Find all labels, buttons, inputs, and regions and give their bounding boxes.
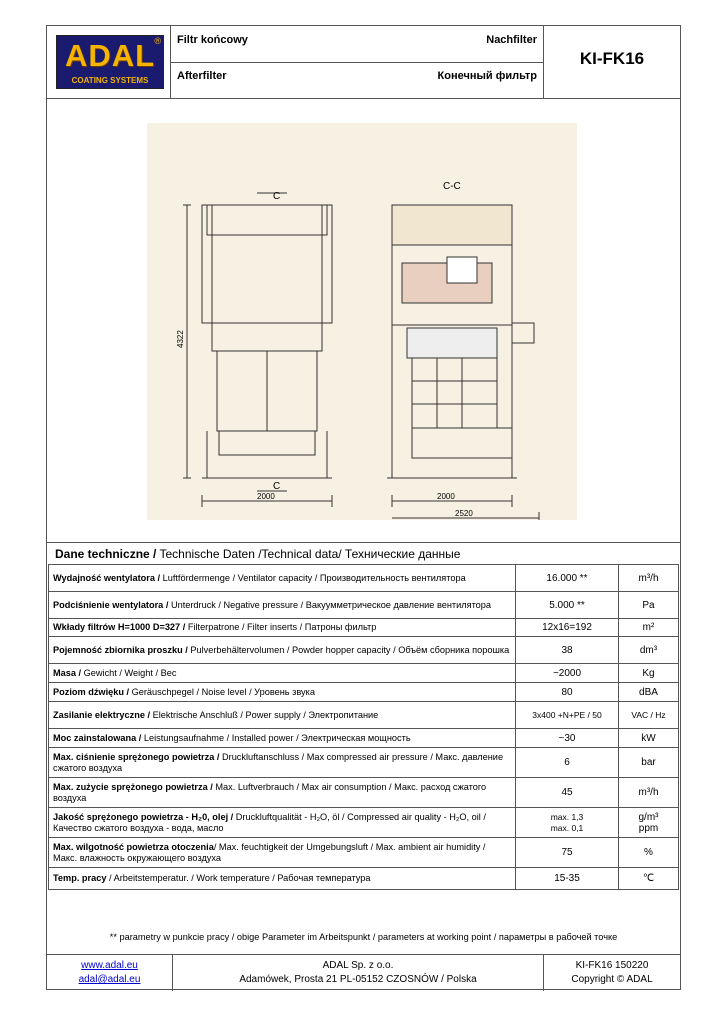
logo-subtitle: COATING SYSTEMS [71, 76, 149, 85]
name-ru: Конечный фильтр [437, 70, 537, 82]
spec-value: 75 [516, 838, 619, 868]
spec-unit: m³/h [619, 565, 679, 592]
spec-row [49, 619, 679, 637]
spec-row [49, 808, 679, 838]
email-link[interactable]: adal@adal.eu [78, 974, 141, 985]
spec-value: 16.000 ** [516, 565, 619, 592]
spec-row [49, 592, 679, 619]
spec-unit: kW [619, 729, 679, 748]
right-hopper [412, 428, 512, 458]
website-link[interactable]: www.adal.eu [81, 960, 138, 971]
copyright: Copyright © ADAL [571, 974, 653, 985]
left-upper-body [202, 205, 332, 323]
spec-unit: dm³ [619, 637, 679, 664]
spec-unit: m² [619, 619, 679, 637]
spec-value: max. 1,3 max. 0,1 [516, 808, 619, 838]
parameters-note: ** parametry w punkcie pracy / obige Parameter im Arbeitspunkt / parameters at working point / параметры в рабочей точке [109, 932, 618, 942]
spec-title-rest: Technische Daten /Technical data/ Технические данные [156, 547, 461, 561]
spec-row [49, 664, 679, 683]
spec-unit: dBA [619, 683, 679, 702]
section-label-right: C-C [443, 181, 461, 192]
spec-label: Max. zużycie sprężonego powietrza / Max. Luftverbrauch / Max air consumption / Макс. расход сжатого воздуха [49, 778, 516, 808]
spec-label: Poziom dźwięku / Geräuschpegel / Noise level / Уровень звука [49, 683, 516, 702]
spec-unit: ℃ [619, 868, 679, 890]
technical-drawing [147, 123, 577, 520]
spec-unit: bar [619, 748, 679, 778]
spec-unit: Pa [619, 592, 679, 619]
product-code-cell [544, 26, 680, 98]
logo-cell [47, 26, 171, 98]
spec-label: Wydajność wentylatora / Luftfördermenge / Ventilator capacity / Производительность вентилятора [49, 565, 516, 592]
footer-doc-info [544, 955, 680, 991]
spec-unit: VAC / Hz [619, 702, 679, 729]
document-code: KI-FK16 150220 [575, 960, 649, 971]
name-de: Nachfilter [486, 34, 537, 46]
company-address: Adamówek, Prosta 21 PL-05152 CZOSNÓW / Polska [239, 974, 477, 985]
dimension-width-left: 2000 [257, 492, 275, 501]
section-mark-left-bottom: C [273, 481, 281, 492]
spec-row [49, 702, 679, 729]
name-en: Afterfilter [177, 70, 227, 82]
spec-label: Podciśnienie wentylatora / Unterdruck / Negative pressure / Вакуумметрическое давление вентилятора [49, 592, 516, 619]
spec-row [49, 683, 679, 702]
datasheet-frame [46, 25, 681, 990]
right-top-grille [392, 205, 512, 245]
spec-label: Max. ciśnienie sprężonego powietrza / Druckluftanschluss / Max compressed air pressure / Макс. давление сжатого воздуха [49, 748, 516, 778]
spec-label: Wkłady filtrów H=1000 D=327 / Filterpatrone / Filter inserts / Патроны фильтр [49, 619, 516, 637]
footer-company [173, 955, 544, 991]
name-pl: Filtr końcowy [177, 34, 248, 46]
spec-unit: % [619, 838, 679, 868]
spec-value: ~2000 [516, 664, 619, 683]
adal-logo [56, 35, 164, 89]
spec-title [47, 542, 680, 564]
right-filter-cartridges [412, 358, 497, 428]
spec-value: ~30 [516, 729, 619, 748]
header [47, 26, 680, 99]
spec-label: Temp. pracy / Arbeitstemperatur. / Work temperature / Рабочая температура [49, 868, 516, 890]
spec-title-bold: Dane techniczne / [55, 547, 157, 561]
spec-value: 12x16=192 [516, 619, 619, 637]
spec-label: Zasilanie elektryczne / Elektrische Anschluß / Power supply / Электропитание [49, 702, 516, 729]
spec-row [49, 868, 679, 890]
spec-label: Max. wilgotność powietrza otoczenia/ Max. feuchtigkeit der Umgebungsluft / Max. ambient air humidity / Макс. влажность окружающего воздуха [49, 838, 516, 868]
spec-row [49, 748, 679, 778]
spec-table [48, 564, 679, 890]
footer-contacts [47, 955, 173, 991]
spec-unit: Kg [619, 664, 679, 683]
spec-value: 38 [516, 637, 619, 664]
spec-row [49, 729, 679, 748]
dimension-width-right-total: 2520 [455, 509, 473, 518]
spec-value: 80 [516, 683, 619, 702]
spec-row [49, 565, 679, 592]
spec-value: 5.000 ** [516, 592, 619, 619]
spec-label: Pojemność zbiornika proszku / Pulverbehältervolumen / Powder hopper capacity / Объём сборника порошка [49, 637, 516, 664]
spec-value: 6 [516, 748, 619, 778]
spec-row [49, 838, 679, 868]
left-cassette-section [212, 323, 322, 351]
spec-value: 15-35 [516, 868, 619, 890]
left-hopper [219, 431, 315, 455]
spec-label: Moc zainstalowana / Leistungsaufnahme / Installed power / Электрическая мощность [49, 729, 516, 748]
spec-value: 45 [516, 778, 619, 808]
spec-unit: g/m³ ppm [619, 808, 679, 838]
spec-label: Masa / Gewicht / Weight / Вес [49, 664, 516, 683]
logo-text: ADAL [64, 38, 156, 73]
logo-registered-mark: ® [154, 36, 161, 46]
section-mark-left-top: C [273, 191, 281, 202]
footer [47, 954, 680, 991]
spec-row [49, 778, 679, 808]
dimension-height: 4322 [176, 330, 185, 348]
drawing-svg [147, 123, 577, 520]
spec-unit: m³/h [619, 778, 679, 808]
spec-value: 3x400 +N+PE / 50 [516, 702, 619, 729]
company-name: ADAL Sp. z o.o. [322, 960, 394, 971]
dimension-width-right-inner: 2000 [437, 492, 455, 501]
product-code: KI-FK16 [579, 49, 645, 68]
spec-row [49, 637, 679, 664]
spec-label: Jakość sprężonego powietrza - H₂0, olej / Druckluftqualität - H₂O, öl / Compressed air quality - H₂O, oil / Качество сжатого воздуха - вода, масло [49, 808, 516, 838]
product-names [171, 26, 544, 98]
